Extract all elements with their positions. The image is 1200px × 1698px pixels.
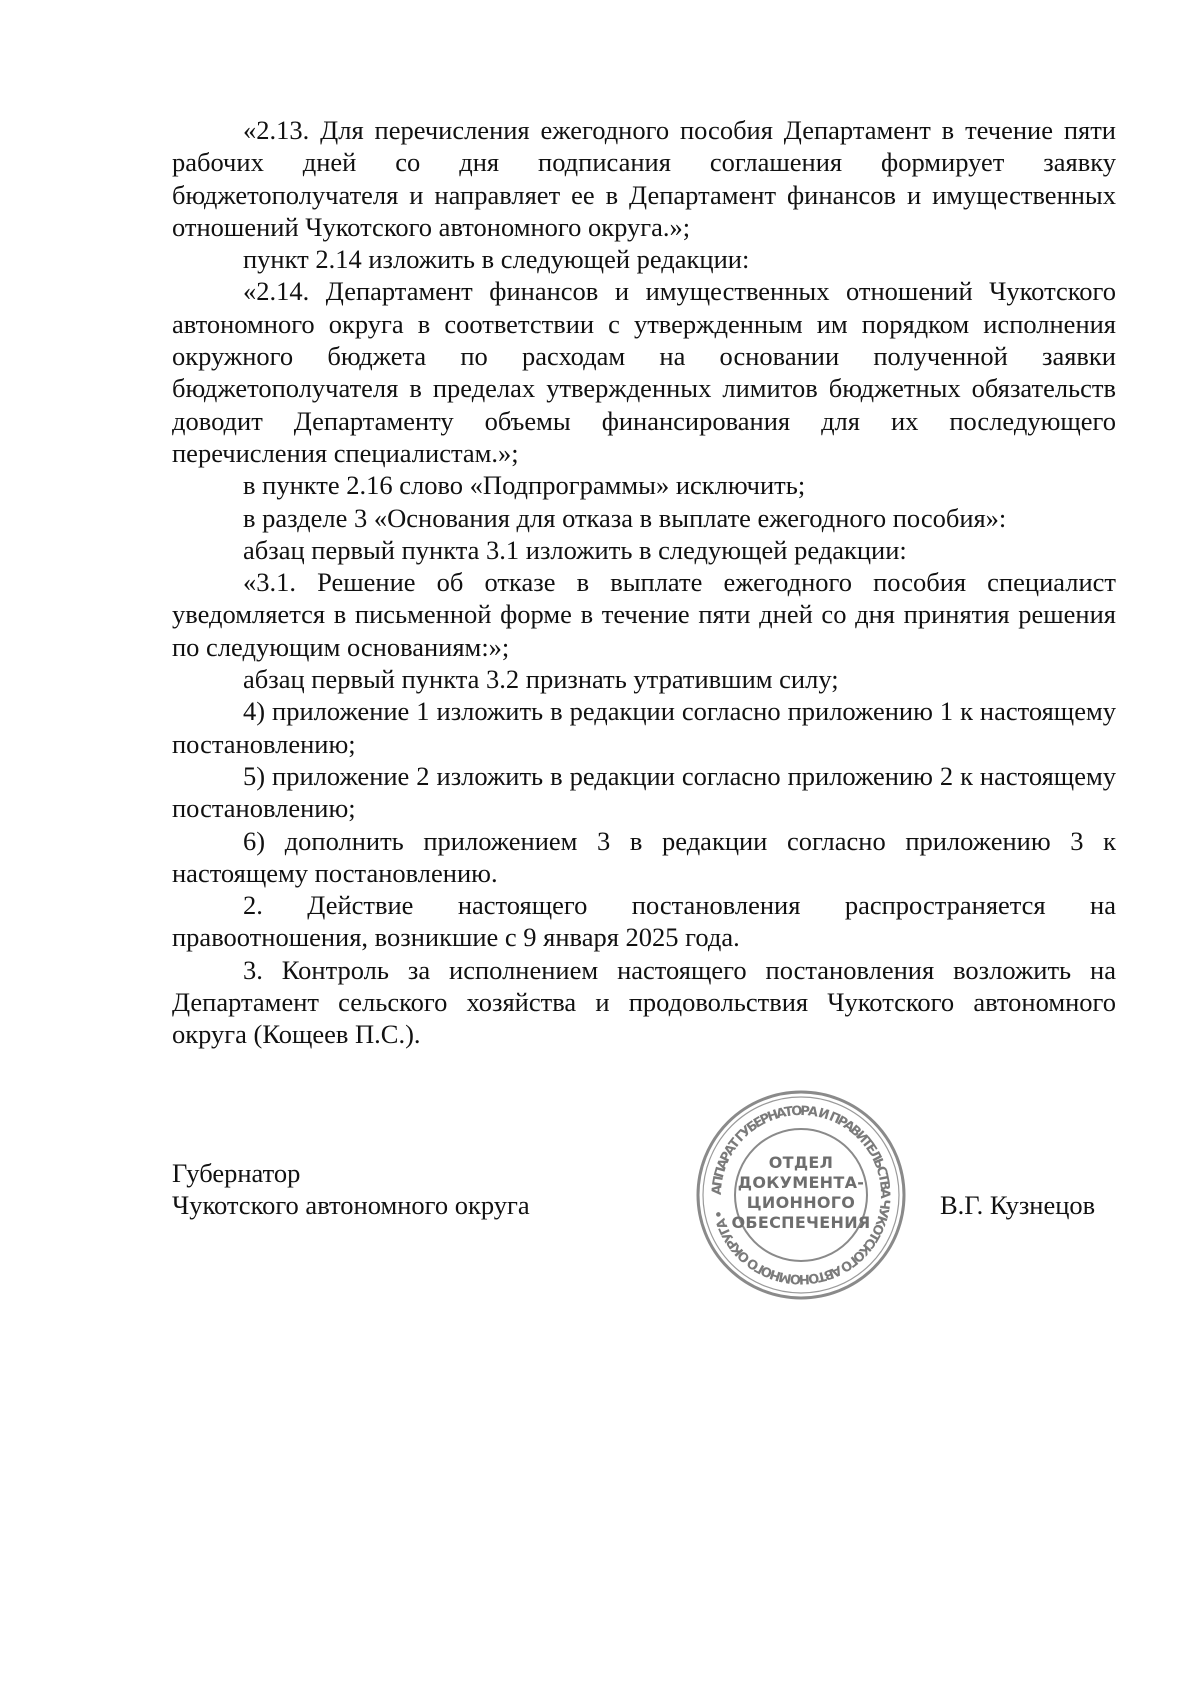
paragraph-clause-2: 2. Действие настоящего постановления распространяется на правоотношения, возникшие с 9 января 2025 года. bbox=[172, 890, 1116, 953]
paragraph-amend-2-14: пункт 2.14 изложить в следующей редакции: bbox=[243, 244, 750, 275]
paragraph-item-6: 6) дополнить приложением 3 в редакции согласно приложению 3 к настоящему постановлению. bbox=[172, 825, 1116, 888]
stamp-center-line-4: ОБЕСПЕЧЕНИЯ bbox=[731, 1213, 871, 1232]
stamp-center-line-1: ОТДЕЛ bbox=[768, 1153, 834, 1172]
paragraph-item-5: 5) приложение 2 изложить в редакции согласно приложению 2 к настоящему постановлению; bbox=[172, 760, 1116, 824]
paragraph-2-13: «2.13. Для перечисления ежегодного пособия Департамент в течение пяти рабочих дней со дня подписания соглашения формирует заявку бюджетополучателя и направляет ее в Департамент финансов и имущественных отношений Чукотского автономного округа.»; bbox=[172, 115, 1116, 242]
signer-position-line1: Губернатор bbox=[172, 1158, 301, 1188]
signature-block bbox=[172, 1157, 530, 1221]
paragraph-amend-2-16: в пункте 2.16 слово «Подпрограммы» исключить; bbox=[243, 470, 806, 501]
paragraph-3-1: «3.1. Решение об отказе в выплате ежегодного пособия специалист уведомляется в письменной форме в течение пяти дней со дня принятия решения по следующим основаниям:»; bbox=[172, 567, 1116, 662]
paragraph-3-2: абзац первый пункта 3.2 признать утратившим силу; bbox=[243, 664, 839, 695]
stamp-seal-icon bbox=[694, 1088, 908, 1302]
paragraph-section-3: в разделе 3 «Основания для отказа в выплате ежегодного пособия»: bbox=[243, 502, 1007, 533]
stamp-center-line-2: ДОКУМЕНТА- bbox=[737, 1173, 865, 1192]
stamp-center-line-3: ЦИОННОГО bbox=[746, 1193, 856, 1212]
paragraph-amend-3-1: абзац первый пункта 3.1 изложить в следующей редакции: bbox=[243, 534, 907, 565]
paragraph-item-4: 4) приложение 1 изложить в редакции согласно приложению 1 к настоящему постановлению; bbox=[172, 696, 1116, 759]
signer-name: В.Г. Кузнецов bbox=[940, 1190, 1096, 1220]
document-body bbox=[172, 114, 1116, 1051]
signer-position-line2: Чукотского автономного округа bbox=[172, 1190, 530, 1220]
paragraph-clause-3: 3. Контроль за исполнением настоящего постановления возложить на Департамент сельского хозяйства и продовольствия Чукотского автономного округа (Кощеев П.С.). bbox=[172, 954, 1116, 1050]
paragraph-2-14: «2.14. Департамент финансов и имущественных отношений Чукотского автономного округа в соответствии с утвержденным им порядком исполнения окружного бюджета по расходам на основании полученной заявки бюджетополучателя в пределах утвержденных лимитов бюджетных обязательств доводит Департаменту объемы финансирования для их последующего перечисления специалистам.»; bbox=[172, 276, 1116, 468]
stamp-ring-text: АППАРАТ ГУБЕРНАТОРА И ПРАВИТЕЛЬСТВА ЧУКОТСКОГО АВТОНОМНОГО ОКРУГА • bbox=[709, 1103, 893, 1287]
official-stamp bbox=[694, 1088, 908, 1302]
